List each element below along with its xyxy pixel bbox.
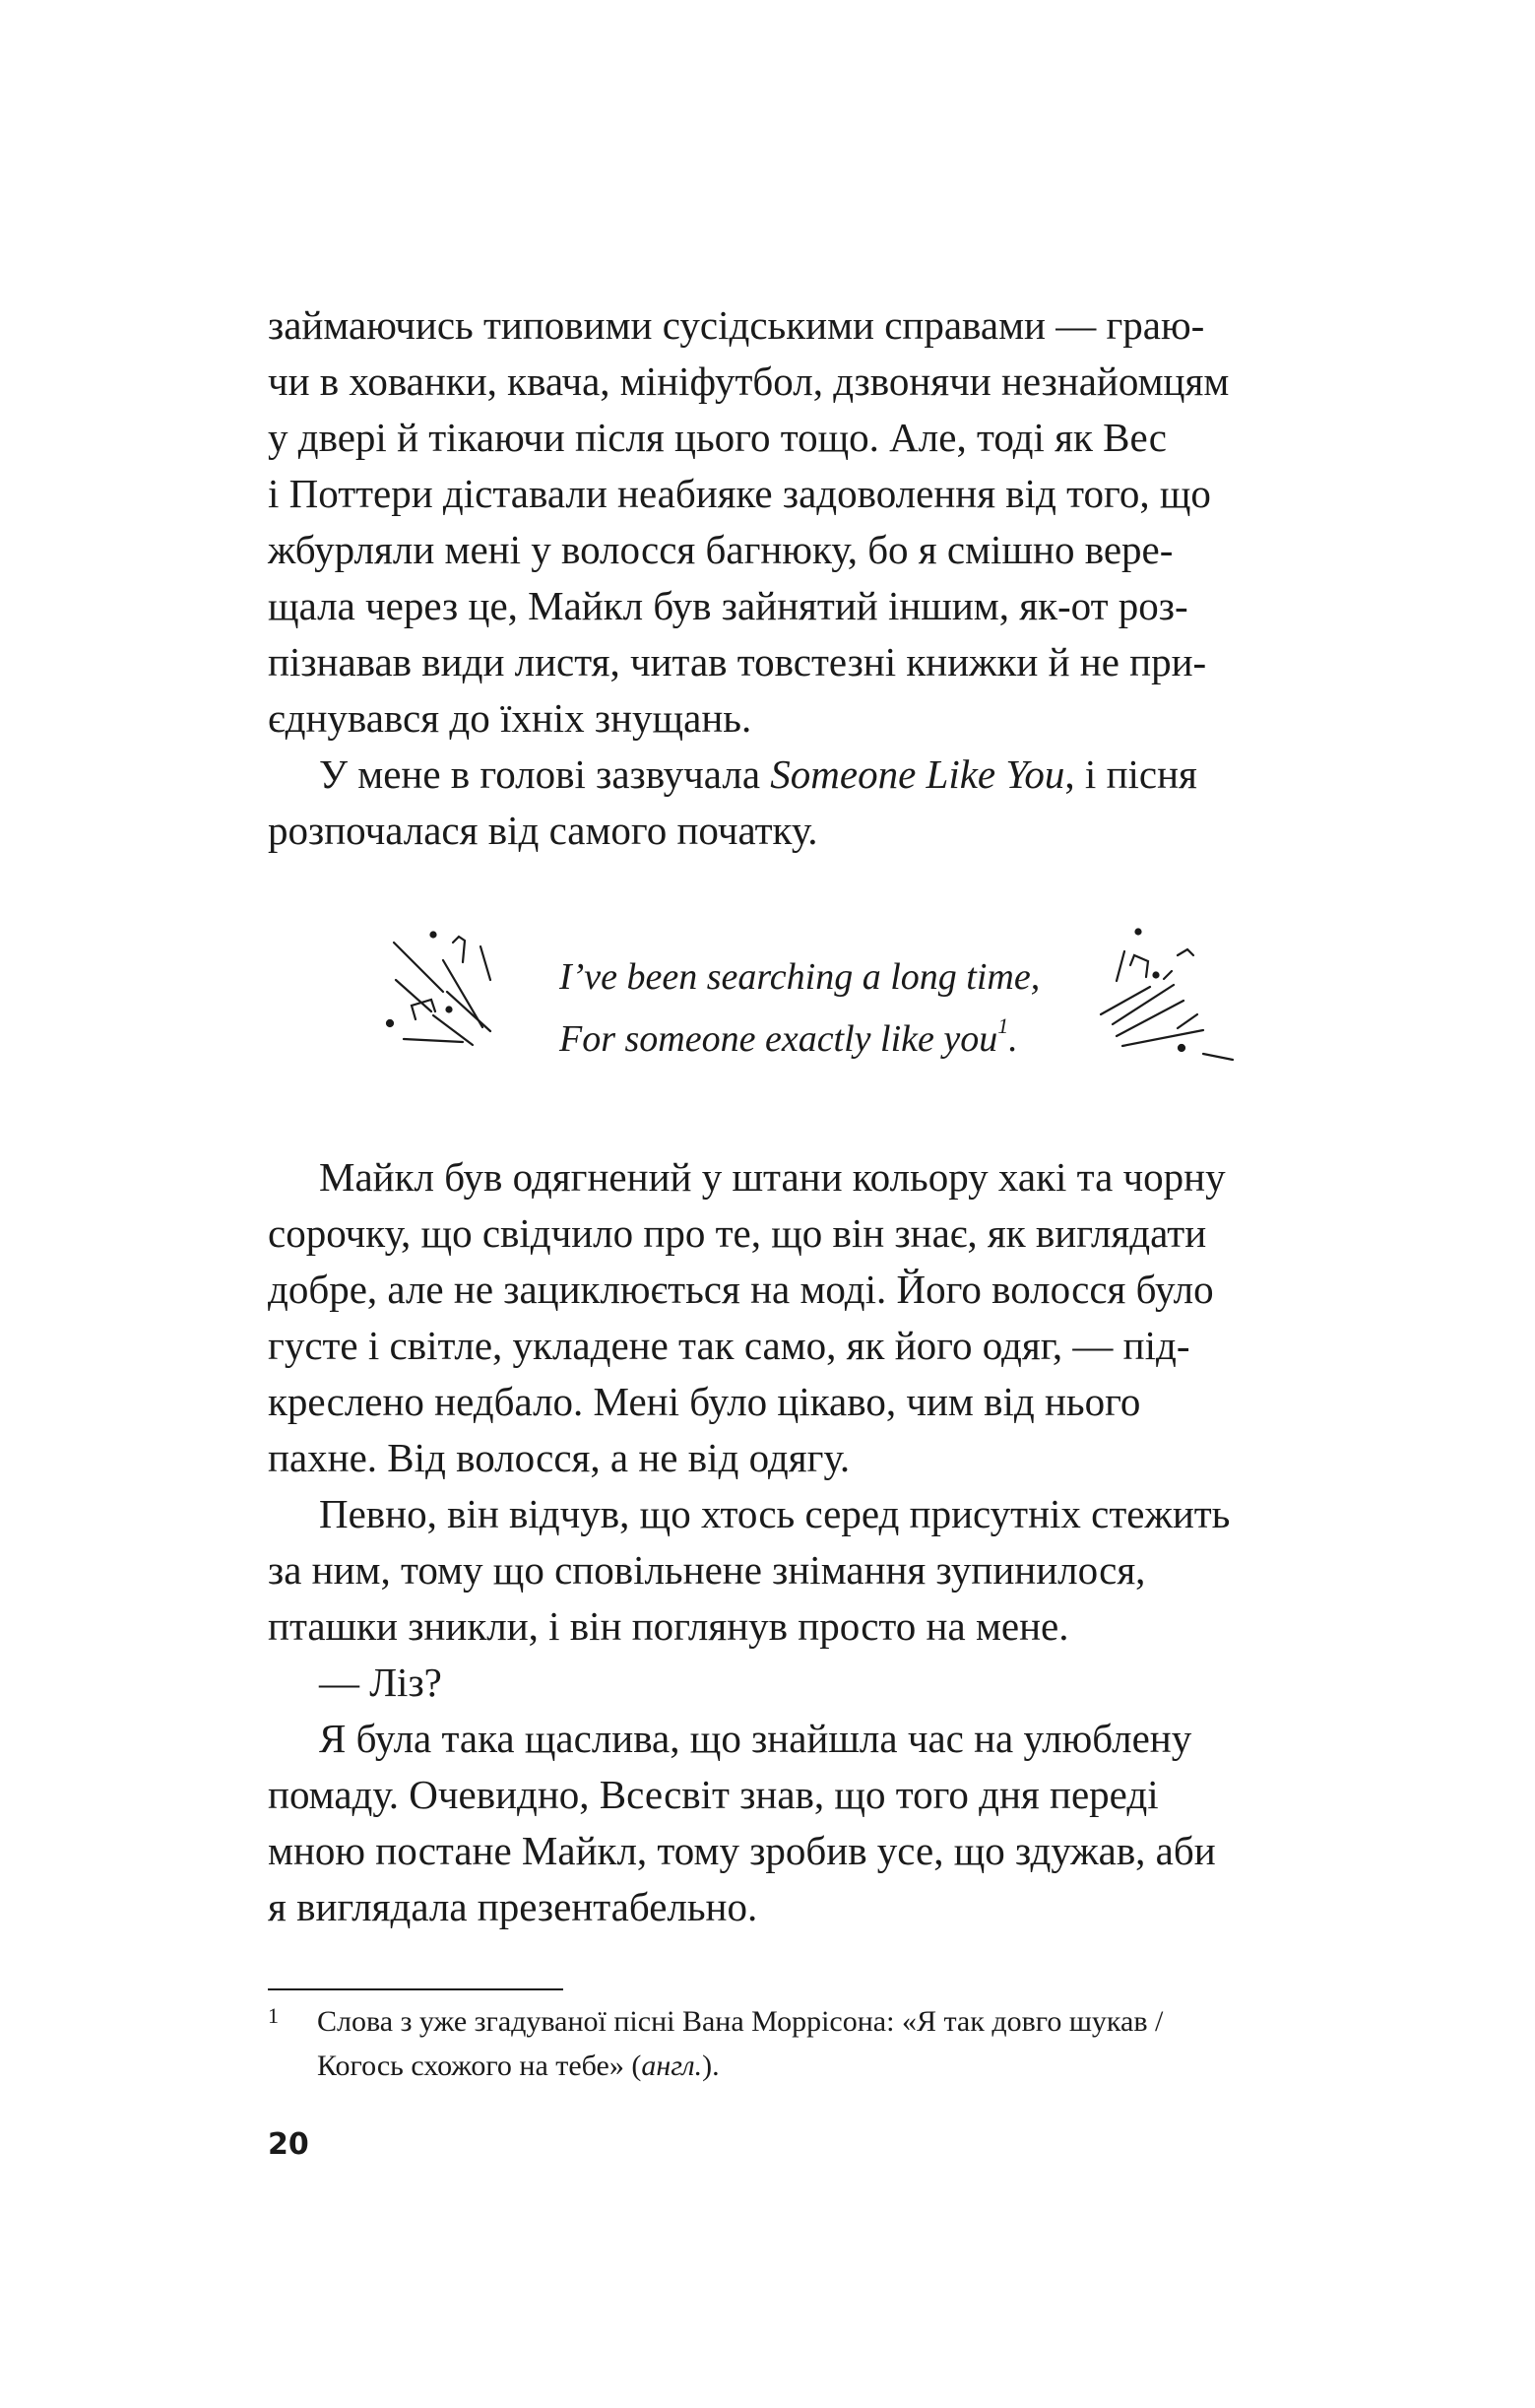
footnote-reference: 1 (997, 1013, 1009, 1038)
text-line: пташки зникли, і він поглянув просто на мене. (268, 1603, 1069, 1649)
text-line (319, 745, 1197, 804)
text-line: у двері й тікаючи після цього тощо. Але, тоді як Вес (268, 415, 1167, 460)
text-line: і Поттери діставали неабияке задоволення від того, що (268, 471, 1211, 516)
text-line: Я була така щаслива, що знайшла час на улюблену (319, 1716, 1192, 1761)
text-line: мною постане Майкл, тому зробив усе, що здужав, аби (268, 1828, 1216, 1873)
text-line: займаючись типовими сусідськими справами — граю- (268, 302, 1205, 348)
text-run: ). (702, 2050, 720, 2082)
text-line: густе і світле, укладене так само, як його одяг, — під- (268, 1323, 1190, 1368)
text-line: Певно, він відчув, що хтось серед присутніх стежить (319, 1491, 1231, 1536)
footnote-number: 1 (268, 2003, 279, 2028)
text-line: щала через це, Майкл був зайнятий іншим, як-от роз- (268, 583, 1188, 628)
text-line: креслено недбало. Мені було цікаво, чим від нього (268, 1379, 1141, 1424)
footnote-line: Слова з уже згадуваної пісні Вана Моррісона: «Я так довго шукав / (317, 2005, 1164, 2038)
text-run: For someone exactly like you (559, 1018, 998, 1060)
text-line: розпочалася від самого початку. (268, 808, 818, 853)
text-line: пахне. Від волосся, а не від одягу. (268, 1435, 851, 1480)
music-notes-doodle-right (1095, 916, 1243, 1064)
text-line: помаду. Очевидно, Всесвіт знав, що того дня переді (268, 1772, 1159, 1817)
text-line: сорочку, що свідчило про те, що він знає, як виглядати (268, 1210, 1207, 1256)
language-note: англ. (641, 2050, 703, 2082)
music-notes-doodle-left (364, 921, 512, 1059)
song-title: Someone Like You (770, 751, 1065, 797)
lyrics-line: I’ve been searching a long time, (559, 956, 1041, 998)
text-run: Когось схожого на тебе» ( (317, 2050, 642, 2082)
page-number: 20 (268, 2127, 309, 2162)
text-run: , і пісня (1064, 751, 1197, 797)
text-line: — Ліз? (319, 1660, 442, 1705)
text-line: добре, але не зациклюється на моді. Його волосся було (268, 1267, 1214, 1312)
footnote-line (317, 2044, 720, 2089)
text-line: єднувався до їхніх знущань. (268, 695, 752, 741)
text-line: я виглядала презентабельно. (268, 1884, 758, 1929)
text-line: Майкл був одягнений у штани кольору хакі та чорну (319, 1154, 1226, 1200)
text-run: У мене в голові зазвучала (319, 751, 771, 797)
text-line: за ним, тому що сповільнене знімання зупинилося, (268, 1547, 1146, 1593)
text-line: пізнавав види листя, читав товстезні книжки й не при- (268, 639, 1207, 684)
footnote-divider (268, 1988, 563, 1990)
lyrics-line (559, 1001, 1018, 1060)
text-line: жбурляли мені у волосся багнюку, бо я смішно вере- (268, 527, 1174, 572)
text-run: . (1008, 1018, 1018, 1060)
text-line: чи в хованки, квача, мініфутбол, дзвонячи незнайомцям (268, 358, 1230, 404)
